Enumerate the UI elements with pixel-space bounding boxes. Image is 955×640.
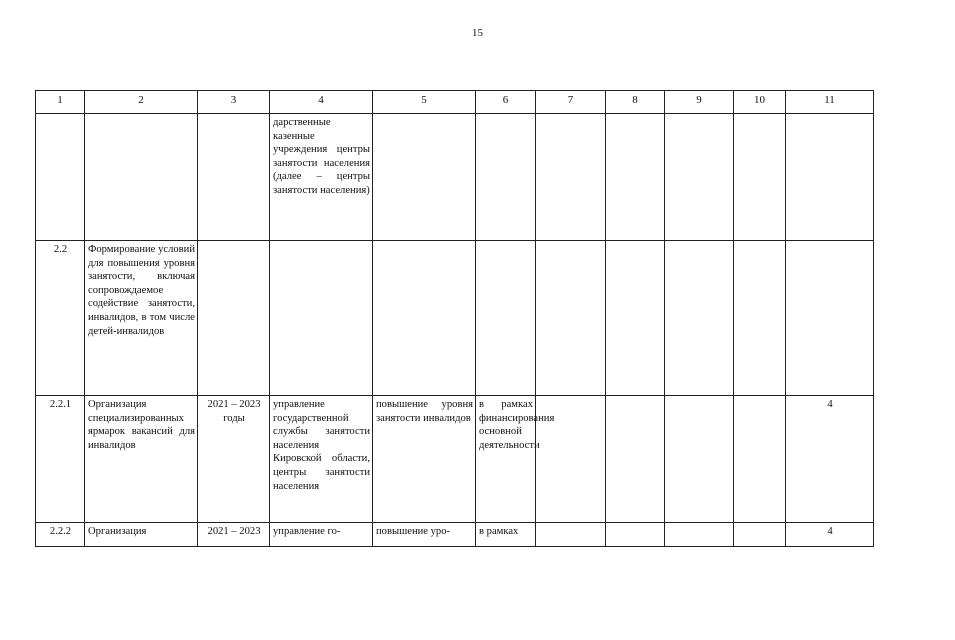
activity-name-cell: Организация (85, 523, 198, 547)
responsible-cell (270, 241, 373, 396)
empty-cell (665, 241, 734, 396)
table-row (36, 241, 874, 396)
empty-cell (665, 114, 734, 241)
column-header: 3 (198, 91, 270, 114)
result-cell (373, 241, 476, 396)
empty-cell (734, 241, 786, 396)
page-number: 15 (472, 27, 483, 39)
period-cell: 2021 – 2023 годы (198, 396, 270, 523)
empty-cell (734, 523, 786, 547)
value-cell: 4 (786, 523, 874, 547)
column-header: 1 (36, 91, 85, 114)
plan-table (35, 90, 874, 547)
period-cell: 2021 – 2023 (198, 523, 270, 547)
empty-cell (536, 114, 606, 241)
financing-cell: в рамках (476, 523, 536, 547)
financing-cell (476, 241, 536, 396)
result-cell: повышение уровня занятости инвалидов (373, 396, 476, 523)
activity-name-cell (85, 114, 198, 241)
column-header: 2 (85, 91, 198, 114)
responsible-cell: управление го- (270, 523, 373, 547)
table-row (36, 523, 874, 547)
empty-cell (606, 114, 665, 241)
column-header: 10 (734, 91, 786, 114)
responsible-cell: дарственные казенные учреждения центры занятости населения (далее – центры занятости населения) (270, 114, 373, 241)
period-cell (198, 241, 270, 396)
empty-cell (606, 241, 665, 396)
empty-cell (606, 523, 665, 547)
row-number-cell: 2.2 (36, 241, 85, 396)
value-cell: 4 (786, 396, 874, 523)
period-cell (198, 114, 270, 241)
column-header: 6 (476, 91, 536, 114)
table-row (36, 114, 874, 241)
empty-cell (734, 396, 786, 523)
row-number-cell: 2.2.1 (36, 396, 85, 523)
empty-cell (665, 523, 734, 547)
column-header: 11 (786, 91, 874, 114)
financing-cell: в рамках финансирования основной деятельности (476, 396, 536, 523)
empty-cell (606, 396, 665, 523)
value-cell (786, 114, 874, 241)
empty-cell (665, 396, 734, 523)
empty-cell (536, 241, 606, 396)
table-row (36, 396, 874, 523)
column-header: 4 (270, 91, 373, 114)
activity-name-cell: Организация специализированных ярмарок вакансий для инвалидов (85, 396, 198, 523)
table-header-row (36, 91, 874, 114)
row-number-cell (36, 114, 85, 241)
responsible-cell: управление государственной службы занятости населения Кировской области, центры занятости населения (270, 396, 373, 523)
column-header: 7 (536, 91, 606, 114)
empty-cell (536, 523, 606, 547)
value-cell (786, 241, 874, 396)
financing-cell (476, 114, 536, 241)
result-cell: повышение уро- (373, 523, 476, 547)
activity-name-cell: Формирование условий для повышения уровня занятости, включая сопровождаемое содействие занятости, инвалидов, в том числе детей-инвалидов (85, 241, 198, 396)
column-header: 8 (606, 91, 665, 114)
column-header: 9 (665, 91, 734, 114)
result-cell (373, 114, 476, 241)
column-header: 5 (373, 91, 476, 114)
row-number-cell: 2.2.2 (36, 523, 85, 547)
empty-cell (734, 114, 786, 241)
